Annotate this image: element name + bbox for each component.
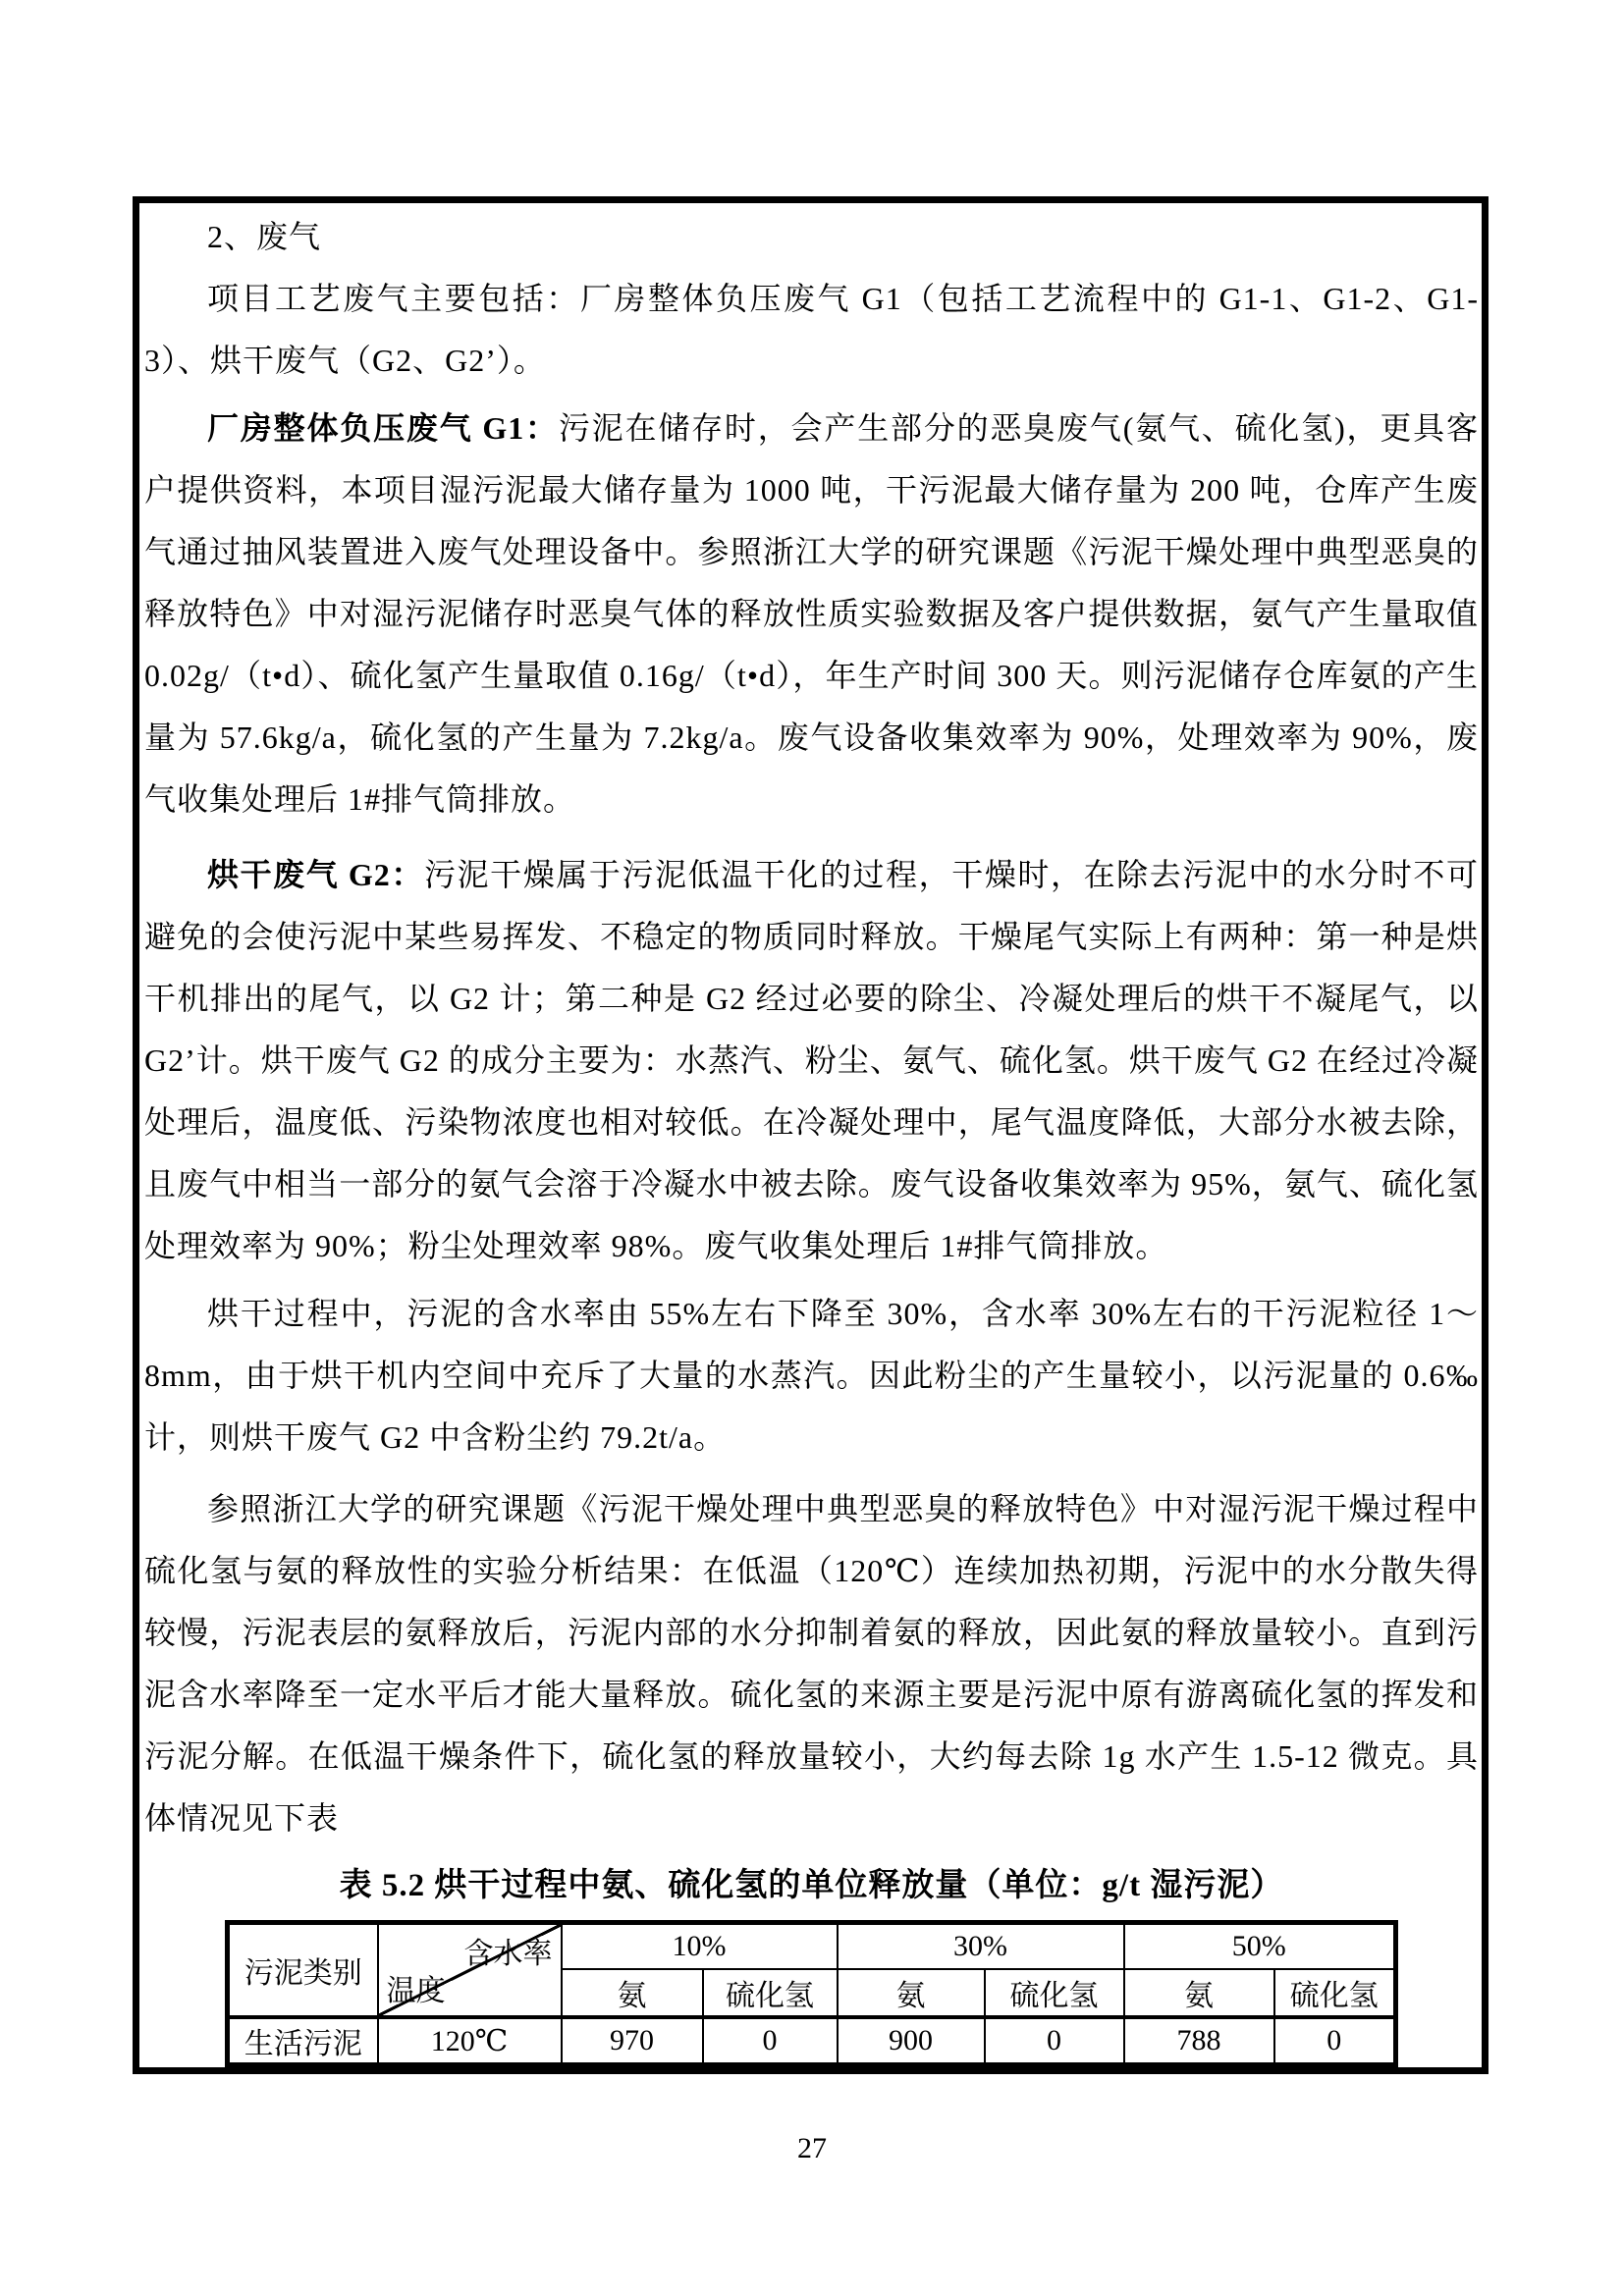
h2s-10-value: 0 — [703, 2017, 838, 2065]
ammonia-header-30: 氨 — [838, 1969, 985, 2017]
moisture-group-50-header: 50% — [1124, 1923, 1396, 1970]
sludge-type-cell: 生活污泥 — [228, 2017, 378, 2065]
page-number: 27 — [797, 2132, 827, 2164]
ammonia-50-value: 788 — [1124, 2017, 1274, 2065]
h2s-header-30: 硫化氢 — [985, 1969, 1124, 2017]
diagonal-label-moisture: 含水率 — [463, 1938, 553, 1970]
h2s-header-50: 硫化氢 — [1274, 1969, 1396, 2017]
moisture-group-10-header: 10% — [562, 1923, 838, 1970]
emission-table — [225, 1920, 1398, 2067]
temperature-cell: 120℃ — [378, 2017, 562, 2065]
paragraph-text: 2、废气 — [207, 219, 322, 254]
paragraph-dust — [144, 1283, 1479, 1468]
paragraph-text: 烘干过程中，污泥的含水率由 55%左右下降至 30%，含水率 30%左右的干污泥粒径 1～8mm，由于烘干机内空间中充斥了大量的水蒸汽。因此粉尘的产生量较小，以污泥量的 0.6‰计，则烘干废气 G2 中含粉尘约 79.2t/a。 — [144, 1296, 1479, 1455]
ammonia-header-10: 氨 — [562, 1969, 703, 2017]
table-row-domestic-sludge — [228, 2017, 1396, 2065]
paragraph-text: 项目工艺废气主要包括：厂房整体负压废气 G1（包括工艺流程中的 G1-1、G1-2、G1-3）、烘干废气（G2、G2’）。 — [144, 281, 1479, 378]
table-caption: 表 5.2 烘干过程中氨、硫化氢的单位释放量（单位：g/t 湿污泥） — [339, 1868, 1284, 1903]
paragraph-waste-gas-heading — [144, 206, 1479, 268]
paragraph-release-analysis — [144, 1478, 1479, 1849]
paragraph-g1 — [144, 398, 1479, 830]
paragraph-text: 污泥在储存时，会产生部分的恶臭废气(氨气、硫化氢)，更具客户提供资料，本项目湿污泥最大储存量为 1000 吨，干污泥最大储存量为 200 吨，仓库产生废气通过抽风装置进入废气处理设备中。参照浙江大学的研究课题《污泥干燥处理中典型恶臭的释放特色》中对湿污泥储存时恶臭气体的释放性质实验数据及客户提供数据，氨气产生量取值 0.02g/（t•d）、硫化氢产生量取值 0.16g/（t•d），年生产时间 300 天。则污泥储存仓库氨的产生量为 57.6kg/a，硫化氢的产生量为 7.2kg/a。废气设备收集效率为 90%，处理效率为 90%，废气收集处理后 1#排气筒排放。 — [144, 410, 1479, 817]
diagonal-label-temperature: 温度 — [386, 1975, 446, 2007]
paragraph-text: 污泥干燥属于污泥低温干化的过程，干燥时，在除去污泥中的水分时不可避免的会使污泥中某些易挥发、不稳定的物质同时释放。干燥尾气实际上有两种：第一种是烘干机排出的尾气，以 G2 计；第二种是 G2 经过必要的除尘、冷凝处理后的烘干不凝尾气，以 G2’计。烘干废气 G2 的成分主要为：水蒸汽、粉尘、氨气、硫化氢。烘干废气 G2 在经过冷凝处理后，温度低、污染物浓度也相对较低。在冷凝处理中，尾气温度降低，大部分水被去除，且废气中相当一部分的氨气会溶于冷凝水中被去除。废气设备收集效率为 95%，氨气、硫化氢处理效率为 90%；粉尘处理效率 98%。废气收集处理后 1#排气筒排放。 — [144, 857, 1479, 1263]
h2s-30-value: 0 — [985, 2017, 1124, 2065]
paragraph-lead-g1: 厂房整体负压废气 G1： — [207, 410, 559, 446]
paragraph-g2 — [144, 844, 1479, 1277]
diagonal-split-line — [379, 1925, 561, 2015]
paragraph-lead-g2: 烘干废气 G2： — [207, 857, 424, 892]
content-border-box — [133, 196, 1489, 2074]
table-header-row-groups — [228, 1923, 1396, 1970]
ammonia-10-value: 970 — [562, 2017, 703, 2065]
ammonia-header-50: 氨 — [1124, 1969, 1274, 2017]
moisture-group-30-header: 30% — [838, 1923, 1124, 1970]
paragraph-overview — [144, 268, 1479, 392]
corner-header-sludge-type: 污泥类别 — [228, 1923, 378, 2018]
h2s-50-value: 0 — [1274, 2017, 1396, 2065]
h2s-header-10: 硫化氢 — [703, 1969, 838, 2017]
paragraph-text: 参照浙江大学的研究课题《污泥干燥处理中典型恶臭的释放特色》中对湿污泥干燥过程中硫化氢与氨的释放性的实验分析结果：在低温（120℃）连续加热初期，污泥中的水分散失得较慢，污泥表层的氨释放后，污泥内部的水分抑制着氨的释放，因此氨的释放量较小。直到污泥含水率降至一定水平后才能大量释放。硫化氢的来源主要是污泥中原有游离硫化氢的挥发和污泥分解。在低温干燥条件下，硫化氢的释放量较小，大约每去除 1g 水产生 1.5-12 微克。具体情况见下表 — [144, 1491, 1479, 1836]
diagonal-header-cell — [378, 1923, 562, 2018]
ammonia-30-value: 900 — [838, 2017, 985, 2065]
